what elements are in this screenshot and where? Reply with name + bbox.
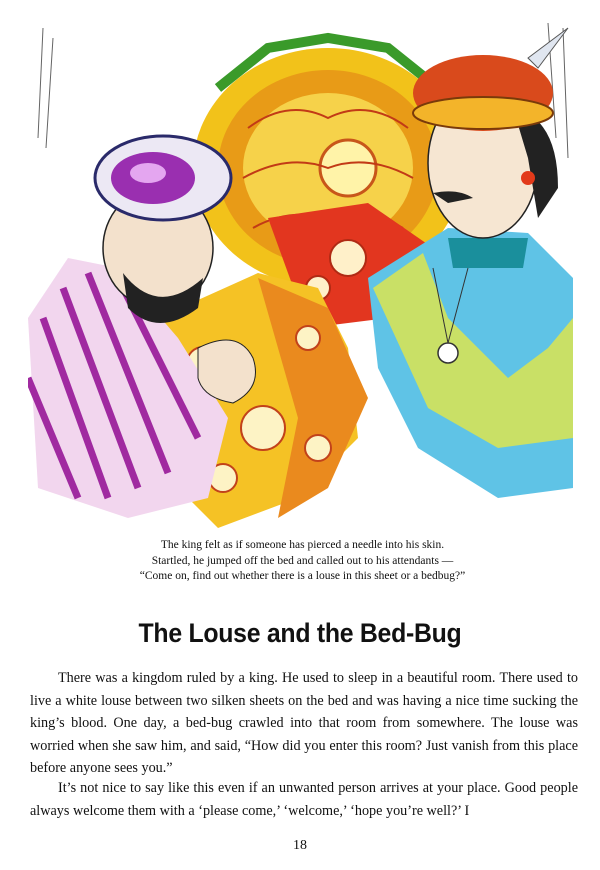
story-paragraph: It’s not nice to say like this even if an unwanted person arrives at your place. Good people always welcome them with a ‘please come,’ ‘welcome,’ ‘hope you’re well?’ I — [30, 780, 578, 819]
page-number: 18 — [293, 838, 307, 853]
caption-line: “Come on, find out whether there is a louse in this sheet or a bedbug?” — [139, 570, 466, 582]
caption-line: The king felt as if someone has pierced a needle into his skin. — [160, 539, 445, 551]
caption-line: Startled, he jumped off the bed and called out to his attendants — — [151, 554, 454, 567]
story-title: The Louse and the Bed-Bug — [138, 618, 462, 648]
story-paragraph: There was a kingdom ruled by a king. He used to sleep in a beautiful room. There used to live a white louse between two silken sheets on the bed and was having a nice time sucking the king’s blood. One day, a bed-bug crawled into that room from somewhere. The louse was worried when she saw him, and said, “How did you enter this room? Just vanish from this place before anyone sees you.” — [30, 670, 578, 776]
illustration-caption — [95, 538, 510, 585]
story-illustration — [28, 18, 573, 538]
